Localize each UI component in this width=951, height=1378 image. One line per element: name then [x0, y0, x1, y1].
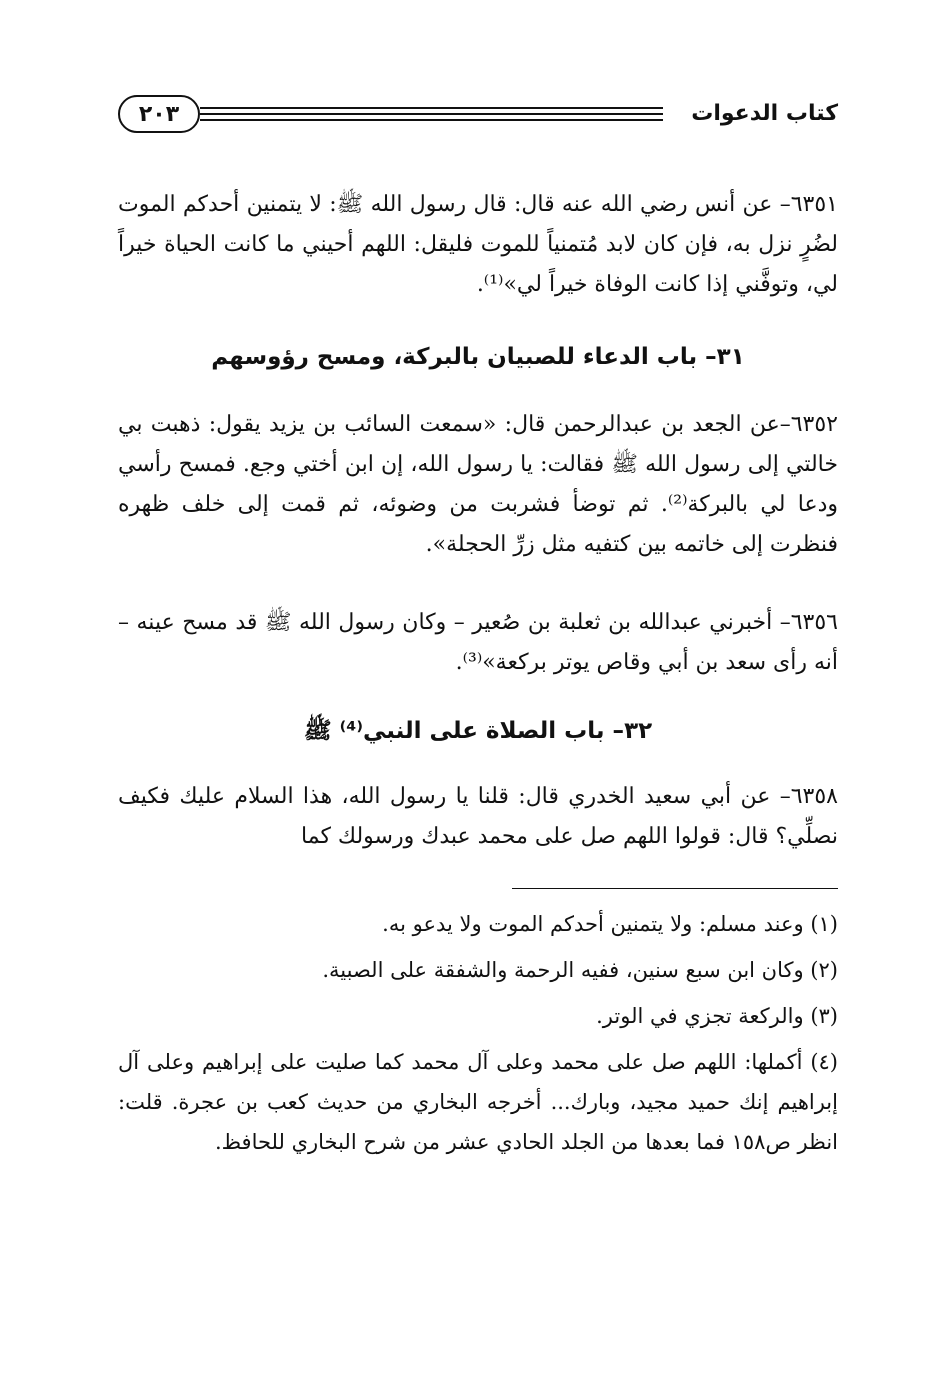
footnote-2: (٢) وكان ابن سبع سنين، ففيه الرحمة والشفقة على الصبية. — [322, 958, 838, 982]
hadith-6352: ٦٣٥٢–عن الجعد بن عبدالرحمن قال: «سمعت السائب بن يزيد يقول: ذهبت بي خالتي إلى رسول الله ﷺ فقالت: يا رسول الله، إن ابن أختي وجع. فمسح رأسي ودعا لي بالبركة⁽²⁾. ثم توضأ فشربت من وضوئه، ثم قمت إلى خلف ظهره فنظرت إلى خاتمه بين كتفيه مثل زرِّ الحجلة». — [118, 412, 838, 557]
footnote-4: (٤) أكملها: اللهم صل على محمد وعلى آل محمد كما صليت على إبراهيم وعلى آل إبراهيم إنك حميد مجيد، وبارك... أخرجه البخاري من حديث كعب بن عجرة. قلت: انظر ص١٥٨ فما بعدها من الجلد الحادي عشر من شرح البخاري للحافظ. — [118, 1050, 838, 1154]
footnote-separator — [512, 888, 838, 889]
header-rule — [200, 113, 663, 115]
book-title: كتاب الدعوات — [691, 101, 838, 126]
hadith-6351: ٦٣٥١– عن أنس رضي الله عنه قال: قال رسول الله ﷺ: لا يتمنين أحدكم الموت لضُرٍ نزل به، فإن كان لابد مُتمنياً للموت فليقل: اللهم أحيني ما كانت الحياة خيراً لي، وتوفَّني إذا كانت الوفاة خيراً لي»⁽¹⁾. — [118, 192, 838, 297]
section-heading-32: ٣٢– باب الصلاة على النبي⁽⁴⁾ ﷺ — [303, 718, 653, 744]
footnote-3: (٣) والركعة تجزي في الوتر. — [596, 1004, 838, 1028]
page-number: ٢٠٣ — [118, 95, 200, 133]
hadith-6358: ٦٣٥٨– عن أبي سعيد الخدري قال: قلنا يا رسول الله، هذا السلام عليك فكيف نصلِّي؟ قال: قولوا اللهم صل على محمد عبدك ورسولك كما — [118, 784, 838, 849]
hadith-6356: ٦٣٥٦– أخبرني عبدالله بن ثعلبة بن صُعير – وكان رسول الله ﷺ قد مسح عينه – أنه رأى سعد بن أبي وقاص يوتر بركعة»⁽³⁾. — [118, 610, 838, 675]
header-rule — [200, 107, 663, 109]
header-rule — [200, 119, 663, 121]
section-heading-31: ٣١– باب الدعاء للصبيان بالبركة، ومسح رؤوسهم — [211, 344, 745, 370]
footnotes — [118, 904, 838, 1168]
footnote-1: (١) وعند مسلم: ولا يتمنين أحدكم الموت ولا يدعو به. — [382, 912, 838, 936]
page-header — [118, 95, 838, 151]
